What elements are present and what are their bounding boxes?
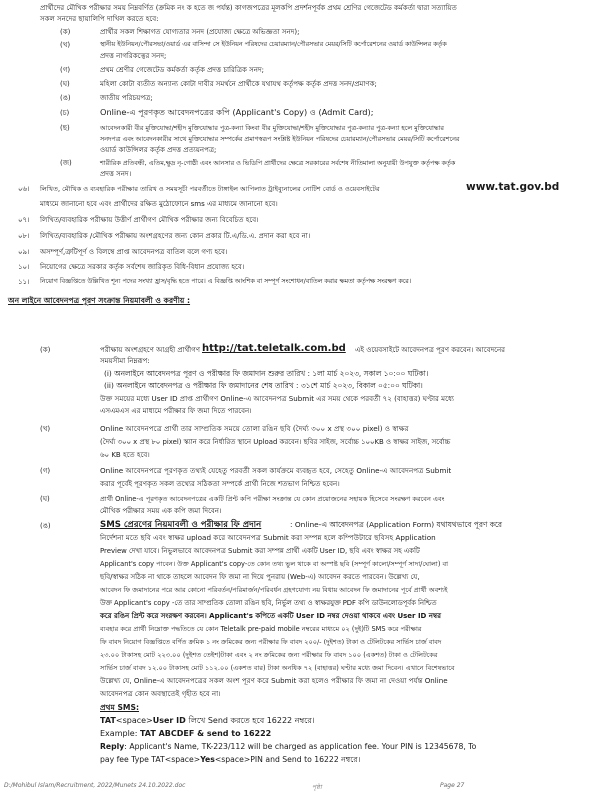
reply-space-token: <space>: [214, 755, 251, 764]
rule-text: উক্ত Applicant's copy -তে তার সাম্প্রতিক তোলা রঙিন ছবি, নির্ভুল তথ্য ও স্বাক্ষরযুক্ত PDF কপি ডাউনলোডপূর্বক নিশ্চিত: [100, 599, 437, 607]
doc-num: (ঘ): [60, 80, 70, 88]
notice-num: ০৯।: [18, 248, 30, 256]
rule-text: Online আবেদনপত্রে পূরণকৃত তথ্যই যেহেতু পরবর্তী সকল কার্যক্রমে ব্যবহৃত হবে, সেহেতু Online-এ আবেদনপত্র Submit: [100, 466, 452, 475]
rule-text: ২৩.০০ টাকাসহ মোট ২২৩.০০ (দুইশত তেইশ)টাকা এবং ২ নং ক্রমিকের জন্য পরীক্ষার ফি বাবদ ১০০ (একশত) টাকা ও টেলিটকের: [100, 651, 438, 659]
doc-num: (চ): [60, 109, 70, 117]
rule-num: (খ): [40, 425, 51, 433]
rule-text: আবেদনপত্র কোন অবস্থাতেই গৃহীত হবে না।: [100, 690, 221, 698]
rule-text: : Online-এ আবেদনপত্র (Application Form) যথাযথভাবে পূরণ করে: [290, 520, 502, 529]
sms-format-line: [100, 716, 315, 726]
rule-text: (i) অনলাইনে আবেদনপত্র পূরণ ও পরীক্ষার ফি জমাদান শুরুর তারিখ : ১লা মার্চ ২০২৩, সকাল ১০:০০ ঘটিকা।: [104, 369, 429, 378]
sms-reply-line-2: [100, 755, 360, 765]
rule-num: (ঘ): [40, 495, 50, 503]
intro-line-1: প্রার্থীদের মৌখিক পরীক্ষার সময় নিম্নবর্ণিত (ক্রমিক নং ক হতে জ পর্যন্ত) কাগজপত্রের মূলকপি প্রদর্শনপূর্বক প্রথম শ্রেণির গেজেটেড কর্মকর্তা দ্বারা সত্যায়িত: [40, 4, 457, 12]
doc-item: শারীরিক প্রতিবন্ধী, এতিম,ক্ষুদ্র নৃ-গোষ্ঠী এবং আনসার ও ভিডিপি প্রার্থীদের ক্ষেত্রে সরকারের সর্বশেষ নীতিমালা অনুযায়ী উপযুক্ত কর্তৃপক্ষ কর্তৃক: [100, 159, 456, 167]
sms-rules-title: SMS প্রেরণের নিয়মাবলী ও পরীক্ষার ফি প্রদান: [100, 520, 262, 530]
rule-text: উক্ত সময়ের মধ্যে User ID প্রাপ্ত প্রার্থীগণ Online-এ আবেদনপত্র Submit এর সময় থেকে পরবর্তী ৭২ (বাহাত্তর) ঘণ্টার মধ্যে: [100, 394, 454, 403]
teletalk-url-link[interactable]: http://tat.teletalk.com.bd: [202, 343, 346, 354]
rule-text: (দৈর্ঘ্য ৩০০ x প্রস্থ ৮০ pixel) স্ক্যান করে নির্ধারিত স্থানে Upload করবেন। ছবির সাইজ, সর্বোচ্চ ১০০KB ও স্বাক্ষর সাইজ, সর্বোচ্চ: [100, 438, 451, 446]
doc-num: (ছ): [60, 124, 70, 132]
doc-item: প্রথম শ্রেণীর গেজেটেড কর্মকর্তা কর্তৃক প্রদত্ত চারিত্রিক সনদ;: [100, 66, 264, 74]
doc-item: প্রদত্ত সনদ।: [100, 170, 132, 178]
rule-text: এসএমএস এর মাধ্যমে পরীক্ষার ফি জমা দিতে পারবেন।: [100, 407, 252, 415]
rule-text: ৬০ KB হতে হবে।: [100, 451, 150, 459]
rule-text: এই ওয়েবসাইটে আবেদনপত্র পূরণ করবেন। আবেদনের: [355, 346, 505, 354]
rule-text: উল্লেখ্য যে, Online-এ আবেদনপত্রের সকল অংশ পূরণ করে Submit করা হলেও পরীক্ষার ফি জমা না দেওয়া পর্যন্ত Online: [100, 676, 448, 685]
rule-text: নির্দেশনা মতে ছবি এবং স্বাক্ষর upload করে আবেদনপত্র Submit করা সম্পন্ন হলে কম্পিউটারে ছবিসহ Application: [100, 533, 436, 542]
rule-num: (ক): [40, 346, 51, 354]
reply-yes: Yes: [200, 755, 215, 764]
footer-file-path: D:/Mohibul Islam/Recruitment, 2022/Munets 24.10.2022.doc: [4, 782, 186, 789]
sms-user-id: User ID: [152, 716, 186, 725]
doc-item: জাতীয় পরিচয়পত্র;: [100, 94, 153, 102]
rule-text: Applicant's copy পাবেন। উক্ত Applicant's copy-তে কোন তথ্য ভুল থাকে বা অস্পষ্ট ছবি (সম্পূর্ণ কালো/সম্পূর্ণ সাদা/ঘোলা) বা: [100, 560, 449, 568]
notice-item: নিয়োগের ক্ষেত্রে সরকার কর্তৃক সর্বশেষ জারিকৃত বিধি-বিধান প্রযোজ্য হবে।: [40, 263, 245, 271]
sms-example-line: [100, 729, 271, 739]
reply-label: Reply: [100, 742, 125, 751]
rule-text: আবেদন ফি জমাদানের পরে আর কোনো পরিবর্তন/পরিমার্জন/পরিবর্ধন গ্রহণযোগ্য নয় বিধায় আবেদন ফি জমাদানের পূর্বে প্রার্থী অবশ্যই: [100, 586, 448, 594]
notice-num: ০৬।: [18, 185, 30, 193]
intro-line-2: সকল সনদের ছায়ালিপি দাখিল করতে হবে:: [40, 15, 159, 23]
notice-item: লিখিত/ব্যবহারিক পরীক্ষায় উত্তীর্ণ প্রার্থীগণ মৌখিক পরীক্ষার জন্য বিবেচিত হবে।: [40, 216, 259, 224]
sms-space-token: <space>: [115, 716, 153, 725]
section-title: অন লাইনে আবেদনপত্র পূরণ সংক্রান্ত নিয়মাবলী ও করণীয় :: [8, 296, 191, 305]
notice-num: ০৭।: [18, 216, 30, 224]
doc-item: প্রার্থীর সকল শিক্ষাগত যোগ্যতার সনদ (প্রযোজ্য ক্ষেত্রে অভিজ্ঞতা সনদ);: [100, 28, 300, 36]
rule-num: (গ): [40, 467, 51, 475]
rule-text: Preview দেখা যাবে। নিভুলভাবে আবেদনপত্র Submit করা সম্পন্ন প্রার্থী একটি User ID, ছবি এবং স্বাক্ষর সহ একটি: [100, 547, 420, 555]
doc-item: ওয়ার্ড কাউন্সিলর কর্তৃক প্রদত্ত প্রত্যয়নপত্র;: [100, 146, 217, 154]
sms-instruction: লিখে Send করতে হবে 16222 নম্বরে।: [188, 716, 315, 725]
rule-text: প্রার্থী Online-এ পূরণকৃত আবেদনপত্রের একটি প্রিন্ট কপি পরীক্ষা সংক্রান্ত যে কোন প্রয়োজনের সহায়ক হিসেবে সংরক্ষণ করবেন এবং: [100, 495, 445, 503]
doc-num: (ক): [60, 28, 71, 36]
rule-num: (ঙ): [40, 522, 51, 530]
doc-num: (জ): [60, 159, 72, 167]
example-value: TAT ABCDEF & send to 16222: [139, 729, 272, 738]
reply-space-token: <space>: [164, 755, 201, 764]
rule-text: পরীক্ষায় অংশগ্রহণে আগ্রহী প্রার্থীগণ: [100, 346, 200, 354]
doc-item: মহিলা কোটা ব্যতীত অন্যান্য কোটা দাবীর সমর্থনে প্রার্থীকে যথাযথ কর্তৃপক্ষ কর্তৃক প্রদত্ত সনদ/প্রমাণক;: [100, 80, 377, 88]
doc-item: স্থানীয় ইউনিয়ন/পৌরসভা/ওয়ার্ড এর বাসিন্দা সে ইউনিয়ন পরিষদের চেয়ারম্যান/পৌরসভার মেয়র/সিটি কর্পোরেশনের ওয়ার্ড কাউন্সিলর কর্তৃক: [100, 41, 447, 48]
website-link[interactable]: www.tat.gov.bd: [466, 181, 560, 193]
reply-text-c: PIN and Send to 16222 নম্বরে।: [250, 755, 361, 764]
rule-text: ছবি/স্বাক্ষর সঠিক না থাকে তাহলে আবেদন ফি জমা না দিয়ে পুনরায় (Web-এ) আবেদন করতে পারবেন। উল্লেখ্য যে,: [100, 573, 420, 581]
doc-num: (গ): [60, 66, 71, 74]
footer-page-number: Page 27: [440, 782, 465, 789]
doc-item: প্রদত্ত নাগরিকত্বের সনদ;: [100, 52, 167, 60]
rule-text: ব্যবহার করে প্রার্থী নিম্নোক্ত পদ্ধতিতে যে কোন Teletalk pre-paid mobile নম্বরের মাধ্যমে ০২ (দুই)টি SMS করে পরীক্ষার: [100, 625, 422, 633]
notice-num: ১১।: [18, 278, 30, 286]
sms-keyword: TAT: [100, 716, 116, 725]
reply-text-a: pay fee Type TAT: [100, 755, 165, 764]
notice-item: অসম্পূর্ণ,ত্রুটিপূর্ণ ও বিলম্বে প্রাপ্ত আবেদনপত্র বাতিল বলে গণ্য হবে।: [40, 248, 228, 256]
rule-text: সময়সীমা নিম্নরূপ:: [100, 357, 150, 365]
doc-num: (ঙ): [60, 94, 71, 102]
doc-item: আবেদনকারী বীর মুক্তিযোদ্ধা/শহীদ মুক্তিযোদ্ধার পুত্র-কন্যা কিংবা বীর মুক্তিযোদ্ধা/শহীদ মুক্তিযোদ্ধার পুত্র-কন্যার পুত্র-কন্যা হলে মুক্তিযোদ্ধার: [100, 124, 444, 132]
notice-num: ১০।: [18, 263, 30, 271]
rule-text: ফি বাবদ নিয়োগ বিজ্ঞপ্তিতে বর্ণিত ক্রমিক ১ নং ক্রমিকের জন্য পরীক্ষার ফি বাবদ ২০০/- (দুইশত) টাকা ও টেলিটকের সার্ভিস চার্জ বাবদ: [100, 638, 442, 646]
example-label: Example:: [100, 729, 138, 738]
rule-text: মৌখিক পরীক্ষার সময় এক কপি জমা দিবেন।: [100, 507, 222, 515]
notice-item: মাধ্যমে জানানো হবে এবং প্রার্থীদের রক্ষিত মুঠোফোনে sms এর মাধ্যমে জানানো হবে।: [40, 200, 278, 208]
reply-text: : Applicant's Name, TK-223/112 will be charged as application fee. Your PIN is 12345678, To: [124, 742, 477, 751]
doc-num: (খ): [60, 41, 71, 49]
notice-item: নিয়োগ বিজ্ঞপ্তিতে উল্লিখিত শূন্য পদের সংখ্যা হ্রাস/বৃদ্ধি হতে পারে। এ বিজ্ঞপ্তি আংশিক বা সম্পূর্ণ সংশোধন/বাতিল করার ক্ষমতা কর্তৃপক্ষ সংরক্ষণ করে।: [40, 278, 412, 285]
notice-item: লিখিত, মৌখিক ও ব্যবহারিক পরীক্ষার তারিখ ও সময়সূচী পরবর্তীতে টাঙ্গাইল আপিলাত ট্রাইব্যুনালের নোটিশ বোর্ড ও ওয়েবসাইটের: [40, 185, 380, 193]
rule-text: করার পূর্বেই পূরণকৃত সকল তথ্যের সঠিকতা সম্পর্কে প্রার্থী নিজে শতভাগ নিশ্চিত হবেন।: [100, 480, 340, 488]
notice-num: ০৮।: [18, 232, 30, 240]
doc-item: Online-এ পূরণকৃত আবেদনপত্রের কপি (Applicant's Copy) ও (Admit Card);: [100, 107, 374, 117]
sms-heading: প্রথম SMS:: [100, 703, 139, 712]
rule-text: সার্ভিস চার্জ বাবদ ১২.০০ টাকাসহ মোট ১১২.০০ (একশত বার) টাকা অনধিক ৭২ (বাহাত্তর) ঘণ্টার মধ্যে জমা দিবেন। এখানে বিশেষভাবে: [100, 664, 455, 672]
sms-reply-line: [100, 742, 476, 752]
rule-text: করে রঙিন প্রিন্ট করে সংরক্ষণ করবেন। Applicant's কপিতে একটি User ID নম্বর দেওয়া থাকবে এবং User ID নম্বর: [100, 612, 441, 620]
doc-item: সনদপত্র এবং আবেদনকারীর সাথে মুক্তিযোদ্ধার সম্পর্কের প্রমাণস্বরূপ সংশ্লিষ্ট ইউনিয়ন পরিষদের চেয়ারম্যান/পৌরসভার মেয়র/সিটি কর্পোরেশনের: [100, 135, 460, 143]
footer-mid: পৃষ্ঠা: [312, 784, 322, 791]
notice-item: লিখিত/ব্যবহারিক /মৌখিক পরীক্ষায় অংশগ্রহণের জন্য কোন প্রকার টি.এ/ডি.এ. প্রদান করা হবে না।: [40, 232, 311, 240]
rule-text: (ii) অনলাইনে আবেদনপত্র ও পরীক্ষার ফি জমাদানের শেষ তারিখ : ৩১শে মার্চ ২০২৩, বিকাল ০৫:০০ ঘটিকা।: [104, 381, 423, 390]
rule-text: Online আবেদনপত্রে প্রার্থী তার সাম্প্রতিক সময়ে তোলা রঙিন ছবি (দৈর্ঘ্য ৩০০ x প্রস্থ ৩০০ pixel) ও স্বাক্ষর: [100, 424, 409, 433]
